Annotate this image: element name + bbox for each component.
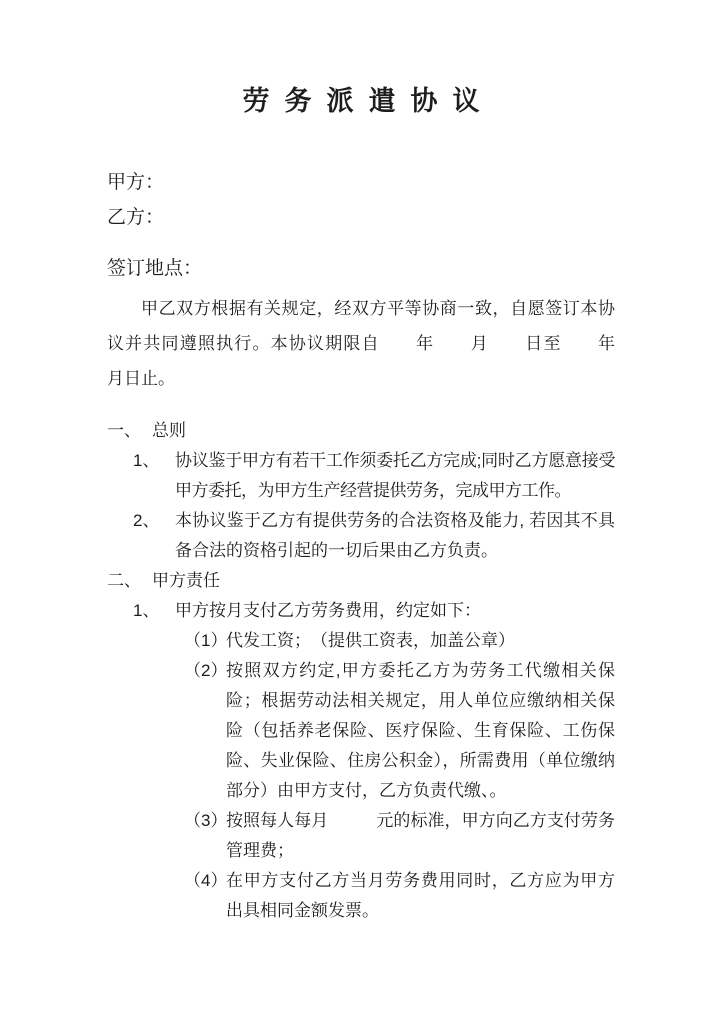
- party-a-label: 甲方：: [107, 172, 165, 193]
- item-text: [226, 806, 615, 866]
- list-item: [107, 506, 615, 566]
- item-text: 按照双方约定,甲方委托乙方为劳务工代缴相关保险；根据劳动法相关规定，用人单位应缴纳相关保险（包括养老保险、医疗保险、生育保险、工伤保险、失业保险、住房公积金），所需费用（单位缴纳部分）由甲方支付，乙方负责代缴、。: [226, 661, 615, 800]
- sub-list-item: [107, 626, 615, 656]
- clause-list: [107, 416, 615, 926]
- item-text-after-blank: 元的标准，甲方向乙方支付劳务管理费；: [226, 811, 616, 860]
- section-title: 总则: [152, 421, 186, 440]
- document-title: 劳务派遣协议: [242, 86, 495, 116]
- item-marker: 1、: [133, 601, 160, 620]
- sub-list-item: [107, 656, 615, 806]
- item-marker: 1、: [133, 451, 160, 470]
- list-item: [107, 446, 615, 506]
- item-marker: （3）: [184, 811, 228, 830]
- item-text: 在甲方支付乙方当月劳务费用同时，乙方应为甲方出具相同金额发票。: [226, 871, 615, 920]
- item-marker: （4）: [184, 871, 228, 890]
- item-text-before-blank: 按照每人每月: [226, 811, 329, 830]
- sub-list-item: [107, 866, 615, 926]
- section-heading-party-a-duties: [107, 566, 615, 596]
- section-title: 甲方责任: [152, 571, 220, 590]
- item-marker: （1）: [184, 631, 228, 650]
- sub-list-item: [107, 806, 615, 866]
- signing-place-label: 签订地点：: [107, 258, 203, 279]
- item-marker: （2）: [184, 661, 228, 680]
- item-text: 本协议鉴于乙方有提供劳务的合法资格及能力, 若因其不具备合法的资格引起的一切后果由乙方负责。: [175, 511, 615, 560]
- section-marker: 二、: [107, 571, 141, 590]
- item-text: 甲方按月支付乙方劳务费用，约定如下：: [175, 601, 481, 620]
- item-marker: 2、: [133, 511, 160, 530]
- section-marker: 一、: [107, 421, 141, 440]
- party-b-label: 乙方：: [107, 207, 165, 228]
- parties-block: [107, 165, 615, 235]
- item-text: 协议鉴于甲方有若干工作须委托乙方完成;同时乙方愿意接受甲方委托，为甲方生产经营提供劳务，完成甲方工作。: [175, 451, 615, 500]
- intro-paragraph: 甲乙双方根据有关规定，经双方平等协商一致，自愿签订本协议并共同遵照执行。本协议期限自 年 月 日至 年 月日止。: [107, 299, 649, 388]
- item-text: 代发工资； （提供工资表，加盖公章）: [226, 631, 515, 650]
- section-heading-general: [107, 416, 615, 446]
- list-item: [107, 596, 615, 626]
